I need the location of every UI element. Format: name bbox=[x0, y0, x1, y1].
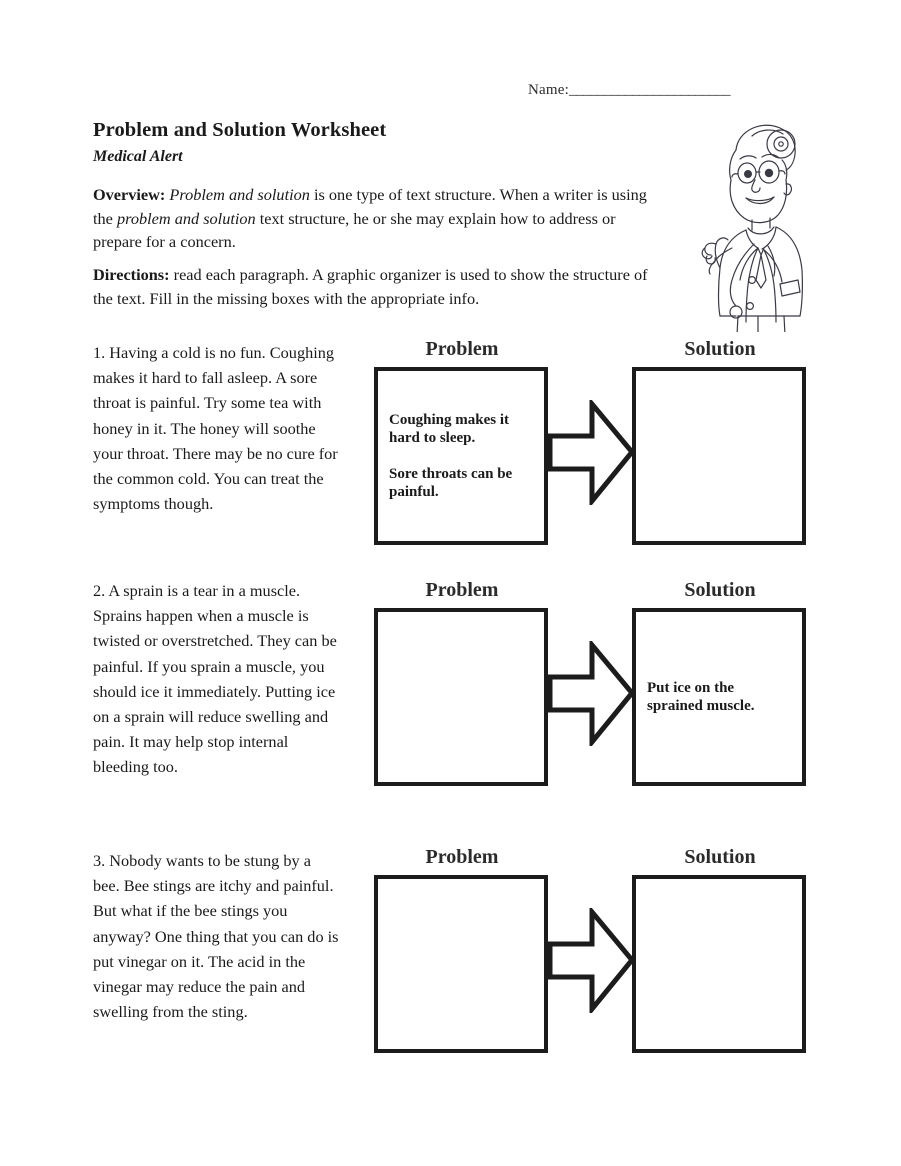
name-field bbox=[528, 82, 730, 99]
problem-box-1-content bbox=[378, 371, 544, 541]
page-subtitle: Medical Alert bbox=[93, 148, 183, 165]
problem-column-header: Problem bbox=[425, 579, 499, 601]
reading-paragraph-2: 2. A sprain is a tear in a muscle. Sprains happen when a muscle is twisted or overstretched. They can be painful. If you sprain a muscle, you should ice it immediately. Putting ice on a sprain will reduce swelling and pain. It may help stop internal bleeding too. bbox=[93, 581, 337, 777]
solution-box-3[interactable] bbox=[632, 875, 806, 1053]
solution-box-2[interactable] bbox=[632, 608, 806, 786]
problem-column-header: Problem bbox=[425, 846, 499, 868]
solution-box-2-line-1: Put ice on the sprained muscle. bbox=[647, 679, 755, 714]
overview-term-2: problem and solution bbox=[116, 208, 256, 228]
overview-paragraph bbox=[93, 183, 651, 254]
problem-box-1[interactable] bbox=[374, 367, 548, 545]
solution-box-1[interactable] bbox=[632, 367, 806, 545]
reading-paragraph-1: 1. Having a cold is no fun. Coughing makes it hard to fall asleep. A sore throat is painful. Try some tea with honey in it. The honey will soothe your throat. There may be no cure for the common cold. You can treat the symptoms though. bbox=[93, 343, 338, 514]
solution-box-2-content bbox=[636, 612, 802, 782]
overview-term-1: Problem and solution bbox=[169, 185, 310, 204]
problem-box-3[interactable] bbox=[374, 875, 548, 1053]
overview-text-2: text structure, he or she may explain how to address or prepare for a concern. bbox=[93, 208, 616, 251]
solution-column-header: Solution bbox=[684, 846, 756, 868]
solution-column-header: Solution bbox=[684, 338, 756, 360]
overview-text-1: is one type of text structure. When a writer is using the bbox=[93, 185, 647, 228]
name-write-in-rule[interactable]: _______________________ bbox=[568, 82, 730, 98]
page-title: Problem and Solution Worksheet bbox=[93, 119, 387, 141]
problem-box-2[interactable] bbox=[374, 608, 548, 786]
flow-arrow-1 bbox=[548, 400, 634, 505]
directions-paragraph bbox=[93, 263, 659, 310]
flow-arrow-3 bbox=[548, 908, 634, 1013]
overview-label: Overview: bbox=[93, 185, 166, 204]
directions-label: Directions: bbox=[93, 265, 170, 284]
problem-column-header: Problem bbox=[425, 338, 499, 360]
directions-text: read each paragraph. A graphic organizer is used to show the structure of the text. Fill in the missing boxes with the appropriate info. bbox=[93, 265, 648, 308]
problem-box-1-line-1: Coughing makes it hard to sleep. bbox=[389, 411, 510, 446]
solution-column-header: Solution bbox=[684, 579, 756, 601]
problem-box-1-line-2: Sore throats can be painful. bbox=[389, 465, 513, 500]
flow-arrow-2 bbox=[548, 641, 634, 746]
name-label: Name: bbox=[528, 82, 569, 98]
reading-paragraph-3: 3. Nobody wants to be stung by a bee. Bee stings are itchy and painful. But what if the bee stings you anyway? One thing that you can do is put vinegar on it. The acid in the vinegar may reduce the pain and swelling from the sting. bbox=[93, 851, 339, 1022]
cartoon-doctor-icon bbox=[700, 110, 820, 332]
